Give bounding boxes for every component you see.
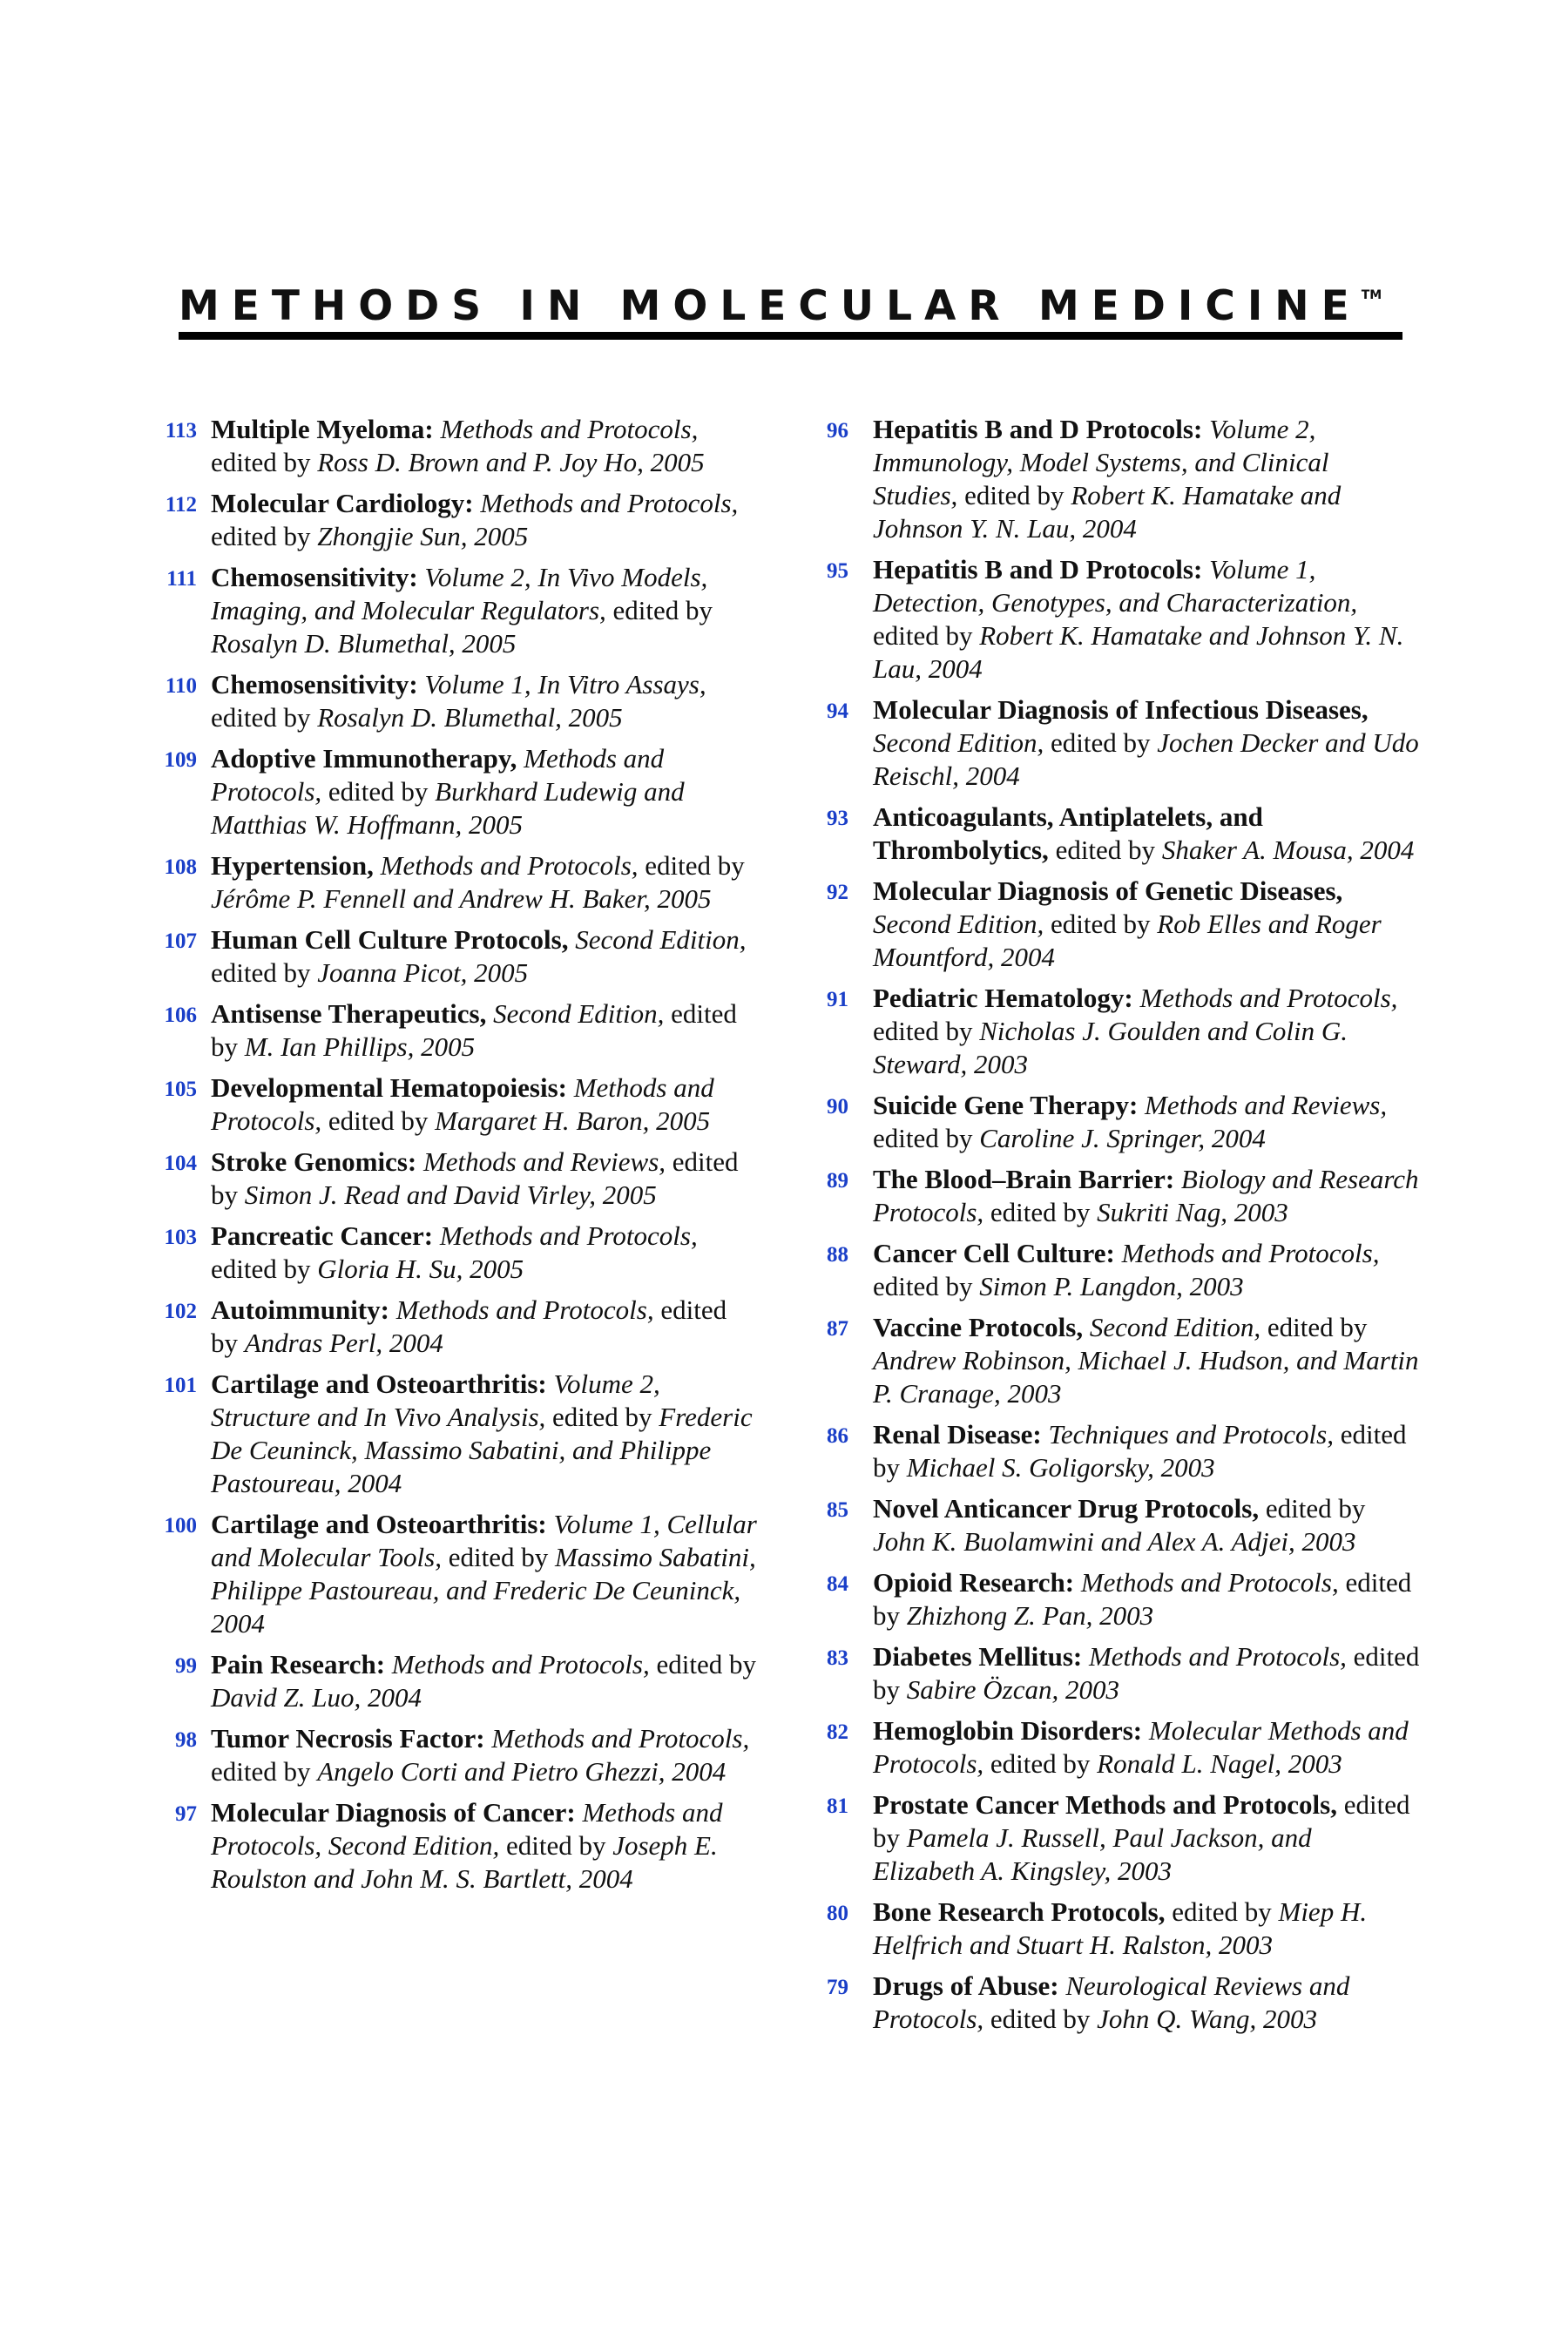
volume-entry (819, 1418, 1420, 1484)
volume-editors: Massimo Sabatini, Philippe Pastoureau, and Frederic De Ceuninck, 2004 (211, 1542, 756, 1639)
volume-subtitle: Methods and Reviews, (1145, 1090, 1388, 1120)
volume-title: Adoptive Immunotherapy, (211, 743, 517, 774)
volume-editors: Zhongjie Sun, 2005 (317, 521, 529, 551)
volume-title: Molecular Diagnosis of Cancer: (211, 1797, 576, 1828)
volume-number: 95 (827, 559, 848, 583)
edited-by-label: edited by (1051, 727, 1151, 758)
volume-subtitle: Methods and Protocols, (1088, 1641, 1347, 1672)
volume-number: 92 (827, 881, 848, 904)
volume-entry (819, 875, 1420, 974)
volume-entry (157, 1722, 758, 1788)
edited-by-label: edited by (990, 2004, 1091, 2034)
volume-entry (819, 693, 1420, 793)
volume-title: Pediatric Hematology: (873, 983, 1133, 1013)
volume-number: 111 (166, 567, 197, 591)
volume-entry (819, 1714, 1420, 1781)
volume-entry (819, 1163, 1420, 1229)
volume-editors: Rob Elles and Roger Mountford, 2004 (873, 909, 1382, 972)
volume-title: Molecular Diagnosis of Infectious Diseases, (873, 694, 1369, 725)
volume-subtitle: Methods and Protocols, (440, 414, 699, 444)
volume-title: Hemoglobin Disorders: (873, 1715, 1143, 1746)
series-title (179, 282, 1407, 330)
volume-entry (819, 801, 1420, 867)
edited-by-label: edited by (211, 1756, 311, 1787)
volume-number: 94 (827, 700, 848, 723)
volume-subtitle: Methods and Protocols, (380, 850, 639, 881)
volume-number: 82 (827, 1720, 848, 1744)
volume-number: 113 (165, 419, 197, 443)
volume-editors: Margaret H. Baron, 2005 (435, 1105, 711, 1136)
volume-subtitle: Volume 1, In Vitro Assays, (424, 669, 706, 700)
volume-editors: Miep H. Helfrich and Stuart H. Ralston, 2003 (873, 1896, 1368, 1960)
volume-number: 98 (175, 1728, 197, 1752)
edited-by-label: edited by (1267, 1312, 1368, 1342)
volume-subtitle: Second Edition, (493, 998, 665, 1029)
edited-by-label: edited by (211, 1254, 311, 1284)
trademark-mark: TM (1361, 288, 1382, 302)
volume-entry (157, 413, 758, 479)
volume-subtitle: Methods and Protocols, (1080, 1567, 1339, 1598)
volume-subtitle: Methods and Protocols, Second Edition, (211, 1797, 723, 1861)
volume-entry (157, 1220, 758, 1286)
volume-number: 79 (827, 1976, 848, 1999)
volume-number: 105 (164, 1078, 197, 1101)
volume-number: 104 (164, 1152, 197, 1175)
volume-editors: Shaker A. Mousa, 2004 (1161, 835, 1415, 865)
volume-title: Tumor Necrosis Factor: (211, 1723, 485, 1754)
volume-entry (157, 923, 758, 990)
volume-title: Cartilage and Osteoarthritis: (211, 1369, 547, 1399)
volume-editors: Robert K. Hamatake and Johnson Y. N. Lau, 2004 (873, 480, 1342, 544)
volume-number: 99 (175, 1654, 197, 1678)
volume-subtitle: Second Edition, (873, 727, 1044, 758)
volume-number: 91 (827, 988, 848, 1011)
edited-by-label: edited by (211, 1294, 727, 1358)
volume-number: 89 (827, 1169, 848, 1193)
volume-entry (157, 742, 758, 841)
volume-number: 87 (827, 1317, 848, 1341)
volume-entry (819, 1089, 1420, 1155)
volume-number: 83 (827, 1646, 848, 1670)
left-column (157, 413, 758, 1903)
edited-by-label: edited by (211, 957, 311, 988)
volume-title: Hepatitis B and D Protocols: (873, 554, 1203, 585)
volume-title: Antisense Therapeutics, (211, 998, 487, 1029)
volume-number: 93 (827, 807, 848, 830)
volume-editors: Zhizhong Z. Pan, 2003 (906, 1600, 1154, 1631)
volume-number: 109 (164, 748, 197, 772)
volume-title: Molecular Diagnosis of Genetic Diseases, (873, 875, 1343, 906)
volume-editors: John Q. Wang, 2003 (1097, 2004, 1318, 2034)
volume-editors: Jérôme P. Fennell and Andrew H. Baker, 2005 (211, 883, 712, 914)
volume-number: 86 (827, 1424, 848, 1448)
volume-title: Hypertension, (211, 850, 374, 881)
volume-number: 96 (827, 419, 848, 443)
volume-editors: Joseph E. Roulston and John M. S. Bartlett, 2004 (211, 1830, 718, 1894)
volume-subtitle: Methods and Protocols, (1121, 1238, 1380, 1268)
volume-number: 100 (164, 1514, 197, 1538)
volume-number: 81 (827, 1794, 848, 1818)
volume-entry (819, 982, 1420, 1081)
volume-entry (157, 1508, 758, 1640)
volume-entry (157, 1294, 758, 1360)
volume-subtitle: Techniques and Protocols, (1048, 1419, 1334, 1450)
volume-subtitle: Methods and Protocols, (395, 1294, 654, 1325)
edited-by-label: edited by (656, 1649, 756, 1680)
volume-number: 88 (827, 1243, 848, 1267)
series-title-text: METHODS IN MOLECULAR MEDICINE (179, 282, 1362, 330)
edited-by-label: edited by (211, 998, 737, 1062)
volume-subtitle: Methods and Reviews, (422, 1146, 666, 1177)
volume-entry (819, 1311, 1420, 1410)
volume-title: Diabetes Mellitus: (873, 1641, 1083, 1672)
edited-by-label: edited by (552, 1402, 652, 1432)
volume-entry (819, 1237, 1420, 1303)
edited-by-label: edited by (211, 521, 311, 551)
volume-entry (157, 561, 758, 660)
edited-by-label: edited by (211, 447, 311, 477)
volume-editors: Jochen Decker and Udo Reischl, 2004 (873, 727, 1419, 791)
edited-by-label: edited by (1055, 835, 1156, 865)
volume-editors: Pamela J. Russell, Paul Jackson, and Elizabeth A. Kingsley, 2003 (873, 1822, 1312, 1886)
edited-by-label: edited by (990, 1748, 1091, 1779)
volume-editors: Gloria H. Su, 2005 (317, 1254, 524, 1284)
volume-title: Novel Anticancer Drug Protocols, (873, 1493, 1260, 1524)
volume-title: Bone Research Protocols, (873, 1896, 1166, 1927)
volume-editors: David Z. Luo, 2004 (211, 1682, 422, 1713)
volume-number: 85 (827, 1498, 848, 1522)
edited-by-label: edited by (873, 1789, 1410, 1853)
volume-title: Opioid Research: (873, 1567, 1075, 1598)
volume-entry (157, 1796, 758, 1896)
volume-subtitle: Biology and Research Protocols, (873, 1164, 1419, 1227)
volume-title: Drugs of Abuse: (873, 1970, 1059, 2001)
volume-title: Human Cell Culture Protocols, (211, 924, 569, 955)
edited-by-label: edited by (328, 776, 429, 807)
volume-entry (819, 1970, 1420, 2036)
volume-entry (157, 668, 758, 734)
volume-editors: John K. Buolamwini and Alex A. Adjei, 2003 (873, 1526, 1356, 1557)
edited-by-label: edited by (211, 702, 311, 733)
volume-editors: Frederic De Ceuninck, Massimo Sabatini, and Philippe Pastoureau, 2004 (211, 1402, 753, 1498)
volume-editors: Sabire Özcan, 2003 (906, 1674, 1119, 1705)
edited-by-label: edited by (1265, 1493, 1366, 1524)
volume-entry (819, 1492, 1420, 1558)
edited-by-label: edited by (873, 1567, 1412, 1631)
volume-entry (819, 1640, 1420, 1707)
volume-editors: Rosalyn D. Blumethal, 2005 (211, 628, 517, 659)
volume-subtitle: Methods and Protocols, (491, 1723, 750, 1754)
volume-entry (819, 553, 1420, 686)
volume-number: 108 (164, 855, 197, 879)
volume-title: Anticoagulants, Antiplatelets, and Thrombolytics, (873, 801, 1263, 865)
volume-title: Pancreatic Cancer: (211, 1220, 434, 1251)
edited-by-label: edited by (448, 1542, 549, 1572)
volume-subtitle: Methods and Protocols, (439, 1220, 698, 1251)
volume-editors: Sukriti Nag, 2003 (1097, 1197, 1288, 1227)
volume-subtitle: Second Edition, (575, 924, 747, 955)
volume-title: Hepatitis B and D Protocols: (873, 414, 1203, 444)
volume-subtitle: Methods and Protocols, (211, 743, 665, 807)
volume-subtitle: Methods and Protocols, (391, 1649, 650, 1680)
volume-entry (819, 1896, 1420, 1962)
edited-by-label: edited by (873, 1419, 1407, 1483)
volume-editors: Angelo Corti and Pietro Ghezzi, 2004 (317, 1756, 727, 1787)
edited-by-label: edited by (873, 1641, 1420, 1705)
volume-number: 97 (175, 1802, 197, 1826)
volume-subtitle: Volume 2, Immunology, Model Systems, and Clinical Studies, (873, 414, 1329, 510)
volume-title: The Blood–Brain Barrier: (873, 1164, 1175, 1194)
volume-title: Renal Disease: (873, 1419, 1042, 1450)
volume-title: Vaccine Protocols, (873, 1312, 1084, 1342)
volume-title: Pain Research: (211, 1649, 386, 1680)
volume-title: Chemosensitivity: (211, 669, 418, 700)
edited-by-label: edited by (873, 1123, 973, 1153)
volume-entry (819, 413, 1420, 545)
volume-editors: Nicholas J. Goulden and Colin G. Steward, 2003 (873, 1016, 1348, 1079)
volume-number: 107 (164, 929, 197, 953)
volume-number: 84 (827, 1572, 848, 1596)
volume-subtitle: Molecular Methods and Protocols, (873, 1715, 1409, 1779)
volume-number: 112 (165, 493, 197, 517)
volume-title: Autoimmunity: (211, 1294, 389, 1325)
edited-by-label: edited by (211, 1146, 739, 1210)
volume-title: Suicide Gene Therapy: (873, 1090, 1139, 1120)
volume-editors: M. Ian Phillips, 2005 (244, 1031, 476, 1062)
volume-title: Molecular Cardiology: (211, 488, 474, 518)
volume-subtitle: Volume 2, Structure and In Vivo Analysis, (211, 1369, 660, 1432)
edited-by-label: edited by (964, 480, 1064, 510)
volume-subtitle: Neurological Reviews and Protocols, (873, 1970, 1350, 2034)
volume-entry (157, 849, 758, 916)
volume-title: Cancer Cell Culture: (873, 1238, 1115, 1268)
edited-by-label: edited by (1172, 1896, 1272, 1927)
volume-subtitle: Volume 2, In Vivo Models, Imaging, and Molecular Regulators, (211, 562, 708, 625)
volume-subtitle: Second Edition, (1089, 1312, 1261, 1342)
volume-editors: Burkhard Ludewig and Matthias W. Hoffmann, 2005 (211, 776, 685, 840)
edited-by-label: edited by (990, 1197, 1091, 1227)
edited-by-label: edited by (873, 620, 973, 651)
edited-by-label: edited by (505, 1830, 606, 1861)
volume-title: Stroke Genomics: (211, 1146, 417, 1177)
volume-number: 110 (165, 674, 197, 698)
volume-entry (157, 1368, 758, 1500)
volume-number: 80 (827, 1902, 848, 1925)
volume-number: 102 (164, 1300, 197, 1323)
right-column (819, 413, 1420, 2044)
volume-editors: Joanna Picot, 2005 (317, 957, 529, 988)
volume-title: Prostate Cancer Methods and Protocols, (873, 1789, 1337, 1820)
volume-number: 90 (827, 1095, 848, 1119)
volume-number: 103 (164, 1226, 197, 1249)
volume-entry (157, 997, 758, 1064)
volume-entry (157, 1648, 758, 1714)
volume-subtitle: Volume 1, Detection, Genotypes, and Characterization, (873, 554, 1358, 618)
volume-entry (819, 1788, 1420, 1888)
edited-by-label: edited by (873, 1016, 973, 1046)
volume-entry (157, 1146, 758, 1212)
volume-title: Chemosensitivity: (211, 562, 418, 592)
volume-number: 101 (164, 1374, 197, 1397)
volume-subtitle: Second Edition, (873, 909, 1044, 939)
volume-editors: Andrew Robinson, Michael J. Hudson, and Martin P. Cranage, 2003 (873, 1345, 1419, 1409)
volume-subtitle: Methods and Protocols, (211, 1072, 714, 1136)
volume-editors: Simon J. Read and David Virley, 2005 (244, 1179, 657, 1210)
volume-editors: Rosalyn D. Blumethal, 2005 (317, 702, 623, 733)
volume-subtitle: Methods and Protocols, (480, 488, 739, 518)
volume-editors: Simon P. Langdon, 2003 (979, 1271, 1244, 1301)
series-header (179, 282, 1407, 340)
volume-entry (157, 487, 758, 553)
volume-title: Developmental Hematopoiesis: (211, 1072, 567, 1103)
volume-subtitle: Volume 1, Cellular and Molecular Tools, (211, 1509, 757, 1572)
header-rule (179, 332, 1402, 340)
volume-editors: Caroline J. Springer, 2004 (979, 1123, 1266, 1153)
volume-title: Multiple Myeloma: (211, 414, 434, 444)
volume-editors: Andras Perl, 2004 (244, 1328, 443, 1358)
edited-by-label: edited by (612, 595, 713, 625)
edited-by-label: edited by (328, 1105, 429, 1136)
volume-entry (819, 1566, 1420, 1632)
edited-by-label: edited by (1051, 909, 1151, 939)
volume-editors: Robert K. Hamatake and Johnson Y. N. Lau, 2004 (873, 620, 1404, 684)
volume-subtitle: Methods and Protocols, (1139, 983, 1398, 1013)
edited-by-label: edited by (645, 850, 745, 881)
volume-title: Cartilage and Osteoarthritis: (211, 1509, 547, 1539)
volume-editors: Ross D. Brown and P. Joy Ho, 2005 (317, 447, 705, 477)
volume-editors: Ronald L. Nagel, 2003 (1097, 1748, 1342, 1779)
volume-number: 106 (164, 1004, 197, 1027)
edited-by-label: edited by (873, 1271, 973, 1301)
volume-entry (157, 1071, 758, 1138)
volume-editors: Michael S. Goligorsky, 2003 (906, 1452, 1215, 1483)
